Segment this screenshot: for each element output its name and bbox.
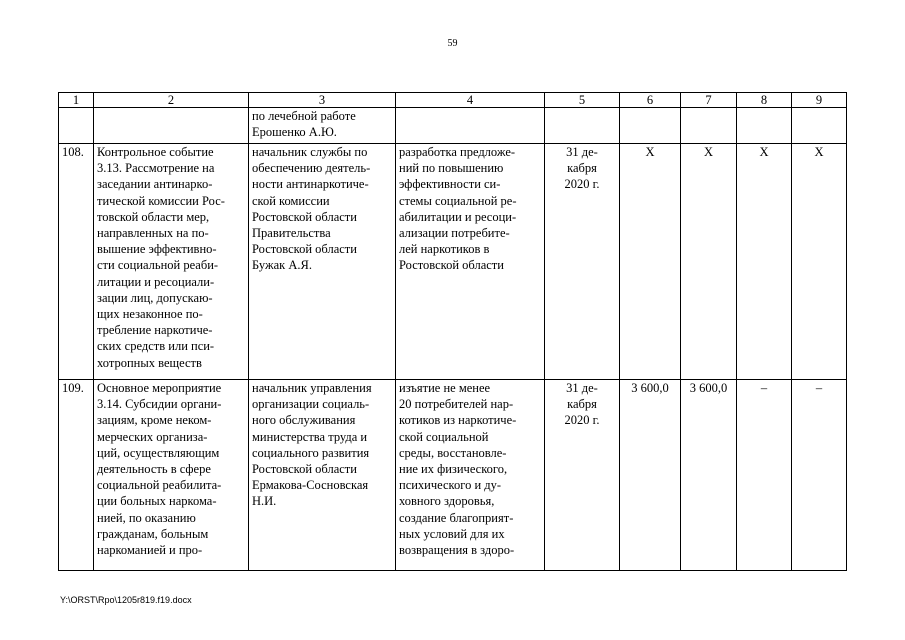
- value-cell: Х: [792, 144, 847, 380]
- cell-line: ние их физического,: [399, 462, 508, 477]
- table-cell: [396, 108, 545, 144]
- cell-line: ности антинаркотиче-: [252, 177, 369, 192]
- cell-line: Ростовской области: [252, 462, 357, 477]
- cell-line: Н.И.: [252, 494, 277, 509]
- cell-line: товской области мер,: [97, 209, 210, 224]
- cell-line: 3.13. Рассмотрение на: [97, 161, 215, 176]
- cell-line: мерческих организа-: [97, 429, 208, 444]
- cell-line: ской комиссии: [252, 193, 330, 208]
- cell-line: Ермакова-Сосновская: [252, 478, 369, 493]
- date-cell: [545, 380, 620, 571]
- cell-line: психического и ду-: [399, 478, 502, 493]
- program-table: [58, 92, 847, 571]
- table-row-109: [59, 380, 847, 571]
- cell-line: Основное мероприятие: [97, 381, 222, 395]
- column-header: 4: [396, 93, 545, 108]
- cell-line: кабря: [567, 161, 597, 176]
- value-cell: Х: [681, 144, 737, 380]
- cell-line: зации лиц, допускаю-: [97, 290, 213, 305]
- date-cell: [545, 144, 620, 380]
- table-cell: [59, 108, 94, 144]
- cell-line: тической комиссии Рос-: [97, 193, 225, 208]
- column-header: 9: [792, 93, 847, 108]
- cell-line: ализации потребите-: [399, 226, 510, 241]
- cell-line: стемы социальной ре-: [399, 193, 517, 208]
- cell-line: Ростовской области: [252, 209, 357, 224]
- cell-line: Ерошенко А.Ю.: [252, 125, 337, 140]
- responsible-cell: [249, 108, 396, 144]
- cell-line: 20 потребителей нар-: [399, 397, 514, 412]
- cell-line: сти социальной реаби-: [97, 258, 219, 273]
- cell-line: наркоманией и про-: [97, 543, 203, 558]
- cell-line: социальной реабилита-: [97, 478, 222, 493]
- cell-line: заседании антинарко-: [97, 177, 213, 192]
- cell-line: организации социаль-: [252, 397, 370, 412]
- cell-line: 3.14. Субсидии органи-: [97, 397, 222, 412]
- cell-line: Ростовской области: [252, 242, 357, 257]
- cell-line: обеспечению деятель-: [252, 161, 371, 176]
- cell-line: социального развития: [252, 445, 370, 460]
- table-cell: [620, 108, 681, 144]
- cell-line: возвращения в здоро-: [399, 543, 515, 558]
- result-cell: [396, 380, 545, 571]
- cell-line: 2020 г.: [564, 177, 600, 192]
- table-row-108: [59, 144, 847, 380]
- cell-line: требление наркотиче-: [97, 323, 213, 338]
- activity-cell: [94, 380, 249, 571]
- value-cell: 3 600,0: [620, 380, 681, 571]
- header-row: [59, 93, 847, 108]
- column-header: 1: [59, 93, 94, 108]
- row-number: 109.: [59, 380, 94, 571]
- cell-line: начальник управления: [252, 381, 372, 395]
- cell-line: Бужак А.Я.: [252, 258, 312, 273]
- cell-line: ного обслуживания: [252, 413, 356, 428]
- table-cell: [545, 108, 620, 144]
- cell-line: котиков из наркотиче-: [399, 413, 517, 428]
- cell-line: направленных на по-: [97, 226, 209, 241]
- column-header: 6: [620, 93, 681, 108]
- cell-line: эффективности си-: [399, 177, 501, 192]
- cell-line: разработка предложе-: [399, 145, 516, 159]
- cell-line: лей наркотиков в: [399, 242, 490, 257]
- column-header: 5: [545, 93, 620, 108]
- cell-line: кабря: [567, 397, 597, 412]
- cell-line: вышение эффективно-: [97, 242, 217, 257]
- row-number: 108.: [59, 144, 94, 380]
- value-cell: 3 600,0: [681, 380, 737, 571]
- file-path-footer: Y:\ORST\Rpo\1205r819.f19.docx: [60, 595, 192, 605]
- cell-line: министерства труда и: [252, 429, 368, 444]
- cell-line: 2020 г.: [564, 413, 600, 428]
- cell-line: 31 де-: [566, 145, 598, 159]
- cell-line: ских средств или пси-: [97, 339, 215, 354]
- table-cell: [792, 108, 847, 144]
- cell-line: Контрольное событие: [97, 145, 214, 159]
- value-cell: –: [737, 380, 792, 571]
- cell-line: зациям, кроме неком-: [97, 413, 212, 428]
- value-cell: Х: [620, 144, 681, 380]
- cell-line: начальник службы по: [252, 145, 368, 159]
- column-header: 3: [249, 93, 396, 108]
- cell-line: ных условий для их: [399, 526, 505, 541]
- cell-line: деятельность в сфере: [97, 462, 211, 477]
- responsible-cell: [249, 380, 396, 571]
- cell-line: ской социальной: [399, 429, 489, 444]
- cell-line: по лечебной работе: [252, 109, 356, 123]
- continuation-row: [59, 108, 847, 144]
- column-header: 7: [681, 93, 737, 108]
- value-cell: Х: [737, 144, 792, 380]
- table-cell: [94, 108, 249, 144]
- page-number: 59: [447, 38, 458, 49]
- cell-line: среды, восстановле-: [399, 445, 507, 460]
- cell-line: хотропных веществ: [97, 355, 202, 370]
- cell-line: создание благоприят-: [399, 510, 514, 525]
- cell-line: абилитации и ресоци-: [399, 209, 517, 224]
- cell-line: Ростовской области: [399, 258, 504, 273]
- cell-line: ций, осуществляющим: [97, 445, 220, 460]
- cell-line: Правительства: [252, 226, 331, 241]
- responsible-cell: [249, 144, 396, 380]
- cell-line: изъятие не менее: [399, 381, 491, 395]
- cell-line: ховного здоровья,: [399, 494, 495, 509]
- table-cell: [681, 108, 737, 144]
- value-cell: –: [792, 380, 847, 571]
- table-cell: [737, 108, 792, 144]
- cell-line: гражданам, больным: [97, 526, 209, 541]
- cell-line: нией, по оказанию: [97, 510, 196, 525]
- cell-line: ции больных наркома-: [97, 494, 217, 509]
- column-header: 8: [737, 93, 792, 108]
- cell-line: ний по повышению: [399, 161, 504, 176]
- cell-line: щих незаконное по-: [97, 307, 203, 322]
- cell-line: 31 де-: [566, 381, 598, 395]
- cell-line: литации и ресоциали-: [97, 274, 215, 289]
- column-header: 2: [94, 93, 249, 108]
- result-cell: [396, 144, 545, 380]
- activity-cell: [94, 144, 249, 380]
